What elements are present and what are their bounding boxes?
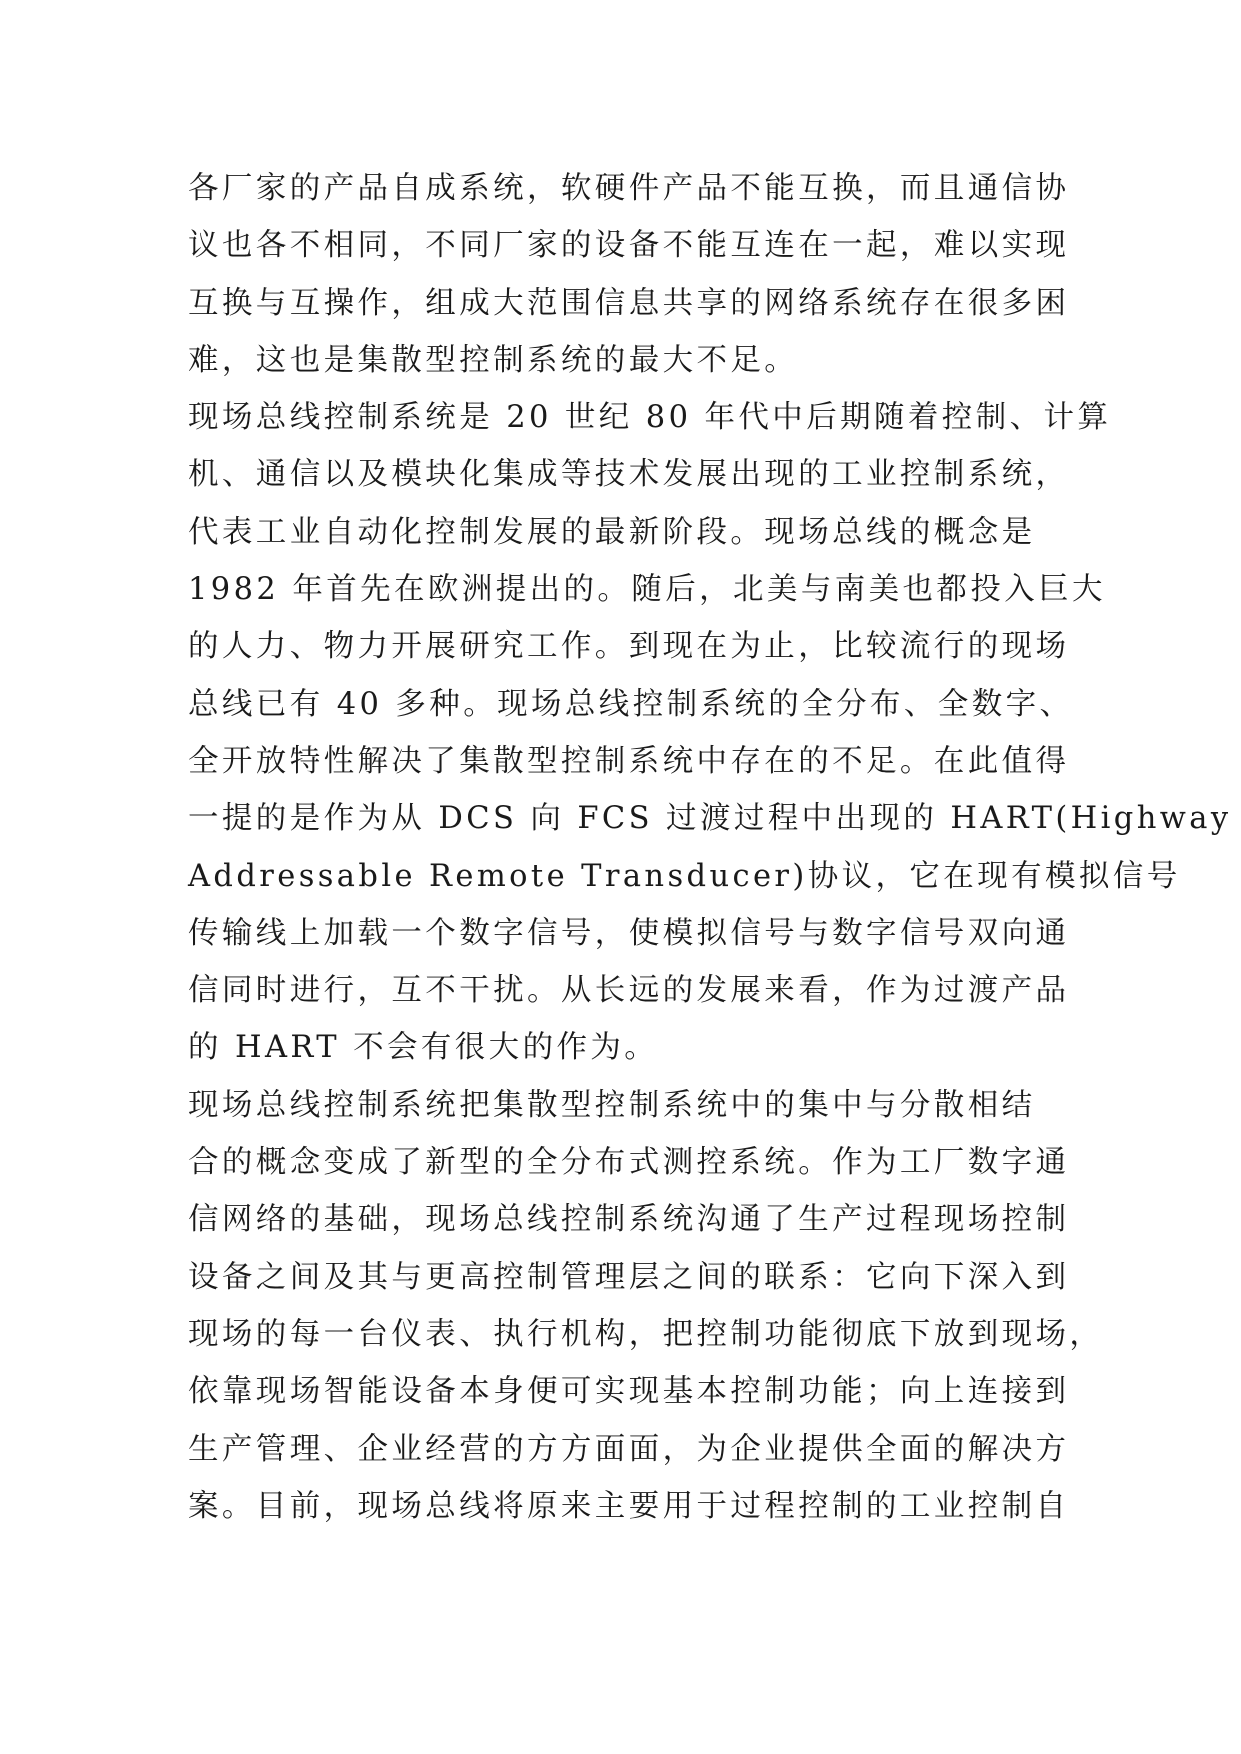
text-line: Addressable Remote Transducer)协议，它在现有模拟信号 [188,858,1181,894]
text-line: 依靠现场智能设备本身便可实现基本控制功能；向上连接到 [188,1374,1070,1410]
text-line: 互换与互操作，组成大范围信息共享的网络系统存在很多困 [188,285,1070,321]
text-line: 机、通信以及模块化集成等技术发展出现的工业控制系统， [188,457,1070,493]
text-line: 的 HART 不会有很大的作为。 [188,1030,659,1066]
text-line: 代表工业自动化控制发展的最新阶段。现场总线的概念是 [188,514,1036,550]
text-line: 案。目前，现场总线将原来主要用于过程控制的工业控制自 [188,1488,1070,1524]
text-line: 的人力、物力开展研究工作。到现在为止，比较流行的现场 [188,629,1070,665]
body-text [188,160,1232,1535]
text-line: 设备之间及其与更高控制管理层之间的联系：它向下深入到 [188,1259,1070,1295]
text-line: 议也各不相同，不同厂家的设备不能互连在一起，难以实现 [188,228,1070,264]
text-line: 信网络的基础，现场总线控制系统沟通了生产过程现场控制 [188,1202,1070,1238]
text-line: 信同时进行，互不干扰。从长远的发展来看，作为过渡产品 [188,973,1070,1009]
text-line: 现场的每一台仪表、执行机构，把控制功能彻底下放到现场， [188,1316,1104,1352]
text-line: 传输线上加载一个数字信号，使模拟信号与数字信号双向通 [188,915,1070,951]
text-line: 总线已有 40 多种。现场总线控制系统的全分布、全数字、 [188,686,1074,722]
text-line: 合的概念变成了新型的全分布式测控系统。作为工厂数字通 [188,1145,1070,1181]
text-line: 1982 年首先在欧洲提出的。随后，北美与南美也都投入巨大 [188,572,1106,608]
text-line: 全开放特性解决了集散型控制系统中存在的不足。在此值得 [188,743,1070,779]
text-line: 现场总线控制系统把集散型控制系统中的集中与分散相结 [188,1087,1036,1123]
text-line: 一提的是作为从 DCS 向 FCS 过渡过程中出现的 HART(Highway [188,801,1232,837]
text-line: 现场总线控制系统是 20 世纪 80 年代中后期随着控制、计算 [188,400,1112,436]
text-line: 生产管理、企业经营的方方面面，为企业提供全面的解决方 [188,1431,1070,1467]
text-line: 难，这也是集散型控制系统的最大不足。 [188,342,799,378]
text-line: 各厂家的产品自成系统，软硬件产品不能互换，而且通信协 [188,171,1070,206]
